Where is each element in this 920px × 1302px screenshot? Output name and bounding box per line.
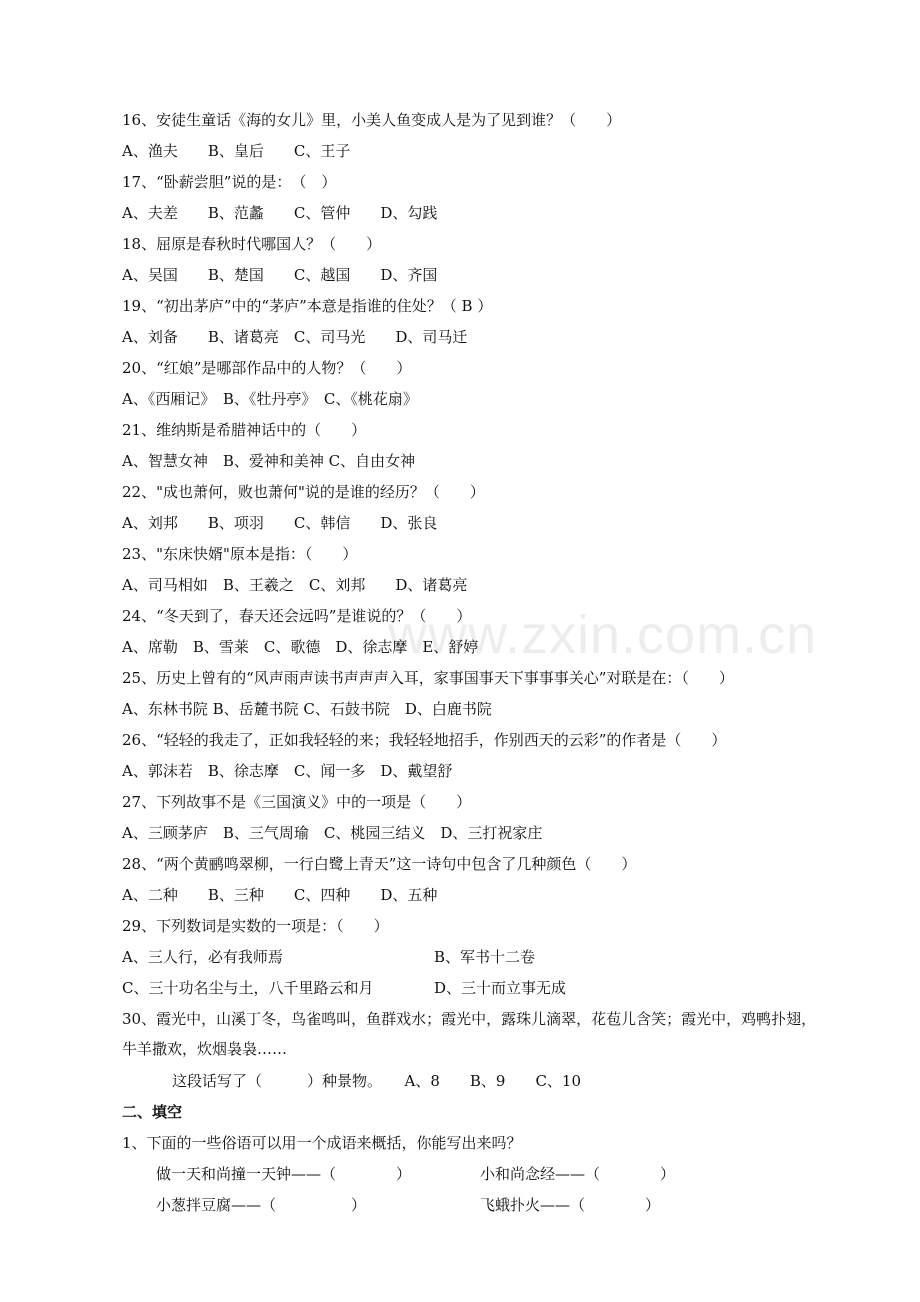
option-29-d: D、三十而立事无成 bbox=[434, 979, 567, 997]
fill-item-2: 小和尚念经——（ ） bbox=[480, 1165, 676, 1183]
watermark: www.zxin.com.cn bbox=[388, 605, 818, 665]
section-heading: 二、填空 bbox=[122, 1103, 183, 1121]
options-22: A、刘邦 B、项羽 C、韩信 D、张良 bbox=[122, 514, 438, 532]
question-24: 24、“冬天到了，春天还会远吗”是谁说的？（ ） bbox=[122, 607, 472, 625]
options-16: A、渔夫 B、皇后 C、王子 bbox=[122, 142, 351, 160]
options-26: A、郭沫若 B、徐志摩 C、闻一多 D、戴望舒 bbox=[122, 762, 453, 780]
question-23: 23、"东床快婿"原本是指：（ ） bbox=[122, 545, 358, 563]
option-29-b: B、军书十二卷 bbox=[434, 948, 536, 966]
fill-item-3: 小葱拌豆腐——（ ） bbox=[156, 1196, 367, 1214]
question-29: 29、下列数词是实数的一项是：（ ） bbox=[122, 917, 389, 935]
options-28: A、二种 B、三种 C、四种 D、五种 bbox=[122, 886, 438, 904]
options-24: A、席勒 B、雪莱 C、歌德 D、徐志摩 E、舒婷 bbox=[122, 638, 479, 656]
question-27: 27、下列故事不是《三国演义》中的一项是（ ） bbox=[122, 793, 472, 811]
options-19: A、刘备 B、诸葛亮 C、司马光 D、司马迁 bbox=[122, 328, 468, 346]
question-20: 20、“红娘”是哪部作品中的人物？（ ） bbox=[122, 359, 412, 377]
options-23: A、司马相如 B、王羲之 C、刘邦 D、诸葛亮 bbox=[122, 576, 468, 594]
option-29-c: C、三十功名尘与土，八千里路云和月 bbox=[122, 979, 374, 997]
section-intro: 1、下面的一些俗语可以用一个成语来概括，你能写出来吗？ bbox=[122, 1134, 522, 1152]
option-29-a: A、三人行，必有我师焉 bbox=[122, 948, 283, 966]
options-20: A、《西厢记》 B、《牡丹亭》 C、《桃花扇》 bbox=[122, 390, 418, 408]
options-17: A、夫差 B、范蠡 C、管仲 D、勾践 bbox=[122, 204, 438, 222]
question-16: 16、安徒生童话《海的女儿》里，小美人鱼变成人是为了见到谁？（ ） bbox=[122, 111, 622, 129]
question-30: 30、霞光中，山溪丁冬，鸟雀鸣叫，鱼群戏水；霞光中，露珠儿滴翠，花苞儿含笑；霞光中，鸡鸭扑翅，牛羊撒欢，炊烟袅袅…… bbox=[122, 1010, 817, 1058]
question-18: 18、屈原是春秋时代哪国人？（ ） bbox=[122, 235, 382, 253]
options-25: A、东林书院 B、岳麓书院 C、石鼓书院 D、白鹿书院 bbox=[122, 700, 492, 718]
question-19: 19、“初出茅庐”中的“茅庐”本意是指谁的住处？（ B ） bbox=[122, 297, 493, 315]
options-27: A、三顾茅庐 B、三气周瑜 C、桃园三结义 D、三打祝家庄 bbox=[122, 824, 543, 842]
question-21: 21、维纳斯是希腊神话中的（ ） bbox=[122, 421, 367, 439]
question-22: 22、"成也萧何，败也萧何"说的是谁的经历？（ ） bbox=[122, 483, 485, 501]
fill-item-4: 飞蛾扑火——（ ） bbox=[480, 1196, 661, 1214]
question-26: 26、“轻轻的我走了，正如我轻轻的来；我轻轻地招手，作别西天的云彩”的作者是（ ） bbox=[122, 731, 727, 749]
options-21: A、智慧女神 B、爱神和美神 C、自由女神 bbox=[122, 452, 416, 470]
question-30-sub: 这段话写了（ ）种景物。 A、8 B、9 C、10 bbox=[172, 1072, 582, 1090]
options-18: A、吴国 B、楚国 C、越国 D、齐国 bbox=[122, 266, 438, 284]
question-17: 17、“卧薪尝胆”说的是： （ ） bbox=[122, 173, 337, 191]
question-25: 25、历史上曾有的“风声雨声读书声声声入耳，家事国事天下事事事关心”对联是在：（ ） bbox=[122, 669, 734, 687]
question-28: 28、“两个黄鹂鸣翠柳，一行白鹭上青天”这一诗句中包含了几种颜色（ ） bbox=[122, 855, 637, 873]
fill-item-1: 做一天和尚撞一天钟——（ ） bbox=[156, 1165, 412, 1183]
